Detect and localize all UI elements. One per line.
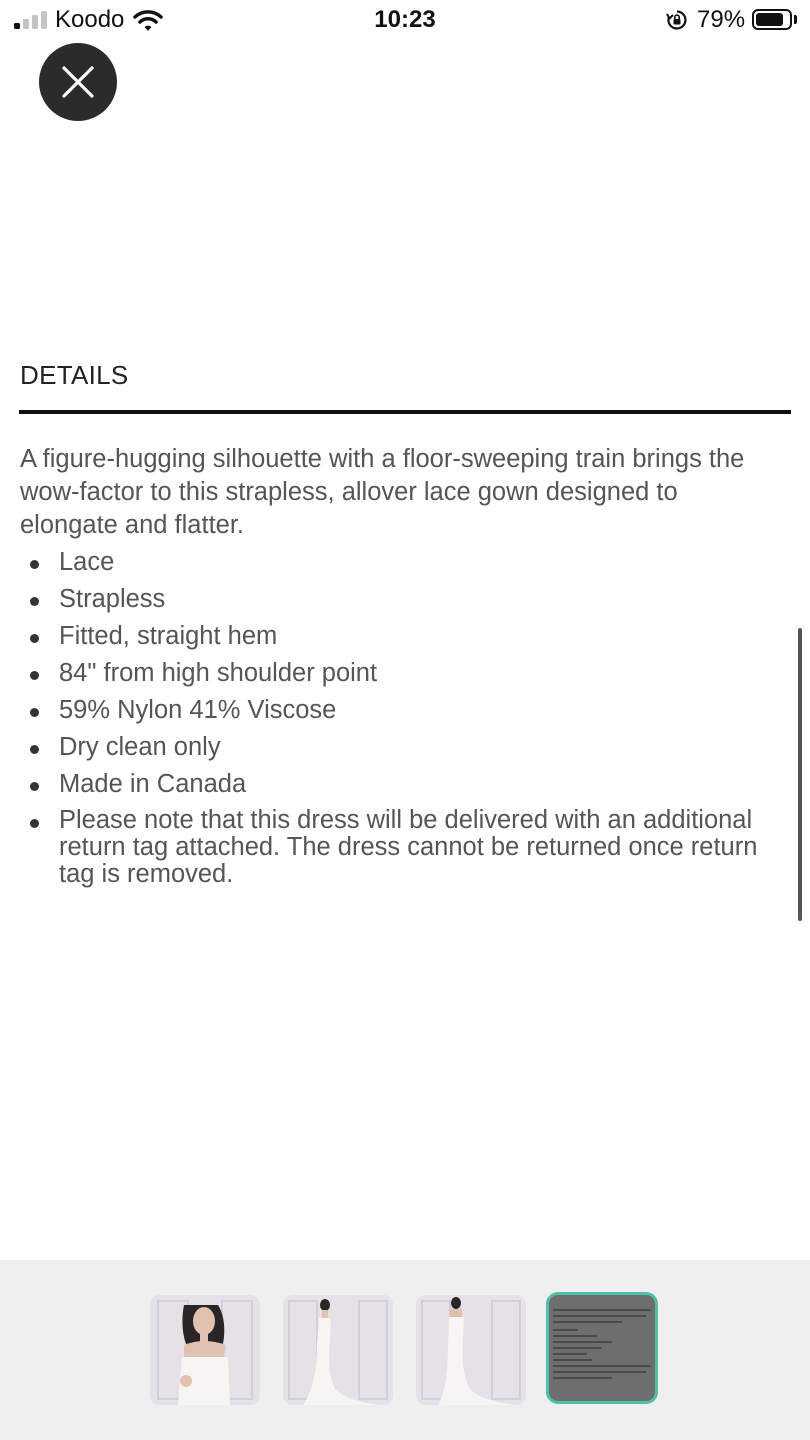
gown-front-image — [150, 1295, 260, 1405]
list-item-text: 84" from high shoulder point — [59, 659, 378, 687]
scrollbar-thumb[interactable] — [798, 628, 802, 921]
bullet-dot — [30, 671, 39, 680]
bullet-dot — [30, 597, 39, 606]
list-item-text: Fitted, straight hem — [59, 622, 278, 650]
close-button[interactable] — [39, 43, 117, 121]
list-item — [20, 807, 760, 888]
gown-side-image — [283, 1295, 393, 1405]
battery-percentage: 79% — [697, 6, 746, 33]
thumbnail-details-selected[interactable] — [546, 1292, 658, 1404]
thumbnail-gown-back[interactable] — [416, 1295, 526, 1405]
list-item-text: Dry clean only — [59, 733, 221, 761]
bullet-dot — [30, 560, 39, 569]
list-item — [20, 659, 760, 687]
thumbnail-gown-side[interactable] — [283, 1295, 393, 1405]
list-item — [20, 585, 760, 613]
gown-back-image — [416, 1295, 526, 1405]
thumbnail-strip — [0, 1260, 810, 1440]
list-item — [20, 622, 760, 650]
thumbnail-gown-front[interactable] — [150, 1295, 260, 1405]
status-bar — [0, 0, 810, 40]
details-description: A figure-hugging silhouette with a floor-sweeping train brings the wow-factor to this strapless, allover lace gown designed to elongate and flatter. — [20, 445, 745, 539]
list-item-text: Strapless — [59, 585, 166, 613]
details-bullet-list — [20, 548, 760, 897]
bullet-dot — [30, 782, 39, 791]
list-item — [20, 696, 760, 724]
details-preview-text — [553, 1309, 651, 1383]
battery-icon — [752, 9, 792, 30]
bullet-dot — [30, 819, 39, 828]
close-icon — [61, 65, 95, 99]
details-divider — [19, 410, 791, 414]
bullet-dot — [30, 708, 39, 717]
bullet-dot — [30, 634, 39, 643]
list-item — [20, 770, 760, 798]
details-heading: DETAILS — [20, 360, 129, 390]
carrier-name: Koodo — [55, 6, 125, 33]
list-item-text: 59% Nylon 41% Viscose — [59, 696, 337, 724]
bullet-dot — [30, 745, 39, 754]
list-item-text: Please note that this dress will be delivered with an additional return tag attached. The dress cannot be returned once return tag is removed. — [59, 806, 758, 888]
clock: 10:23 — [374, 6, 436, 33]
list-item-text: Lace — [59, 548, 115, 576]
list-item — [20, 548, 760, 576]
list-item-text: Made in Canada — [59, 770, 247, 798]
battery-tip — [794, 15, 797, 24]
rotation-lock-icon — [666, 9, 688, 31]
list-item — [20, 733, 760, 761]
